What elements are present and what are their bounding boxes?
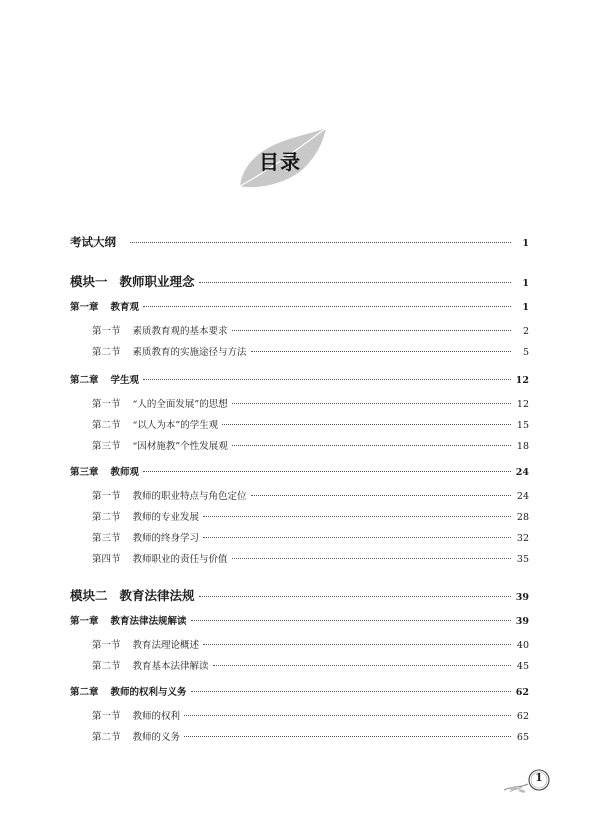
toc-label: 教师的义务 — [132, 732, 181, 743]
page-title: 目录 — [259, 150, 301, 174]
toc-label: 教育法律法规 — [119, 588, 195, 603]
toc-label: 教育观 — [110, 302, 140, 313]
toc-entry-section[interactable] — [92, 396, 529, 410]
toc-page: 39 — [515, 592, 529, 603]
toc-page: 15 — [516, 420, 529, 431]
toc-page: 28 — [516, 512, 529, 523]
dot-leader — [191, 691, 511, 692]
toc-num: 模块二 — [70, 588, 108, 603]
toc-entry-section[interactable] — [92, 344, 529, 358]
toc-label: 教师的权利 — [132, 711, 181, 722]
toc-page: 35 — [516, 554, 529, 565]
toc-num: 第一节 — [92, 399, 121, 410]
toc-entry-module[interactable] — [70, 586, 529, 604]
toc-num: 第四节 — [92, 554, 121, 565]
dot-leader — [199, 596, 511, 597]
toc-title-block — [236, 124, 336, 194]
dot-leader — [203, 644, 511, 645]
toc-page: 32 — [516, 533, 529, 544]
toc-label: 素质教育的实施途径与方法 — [132, 347, 247, 358]
toc-entry-chapter[interactable] — [70, 684, 529, 698]
toc-label: 考试大纲 — [70, 235, 116, 249]
dot-leader — [143, 379, 511, 380]
toc-label: 教育法律法规解读 — [110, 616, 187, 627]
toc-num: 第二章 — [70, 375, 99, 386]
dot-leader — [203, 516, 511, 517]
toc-entry-section[interactable] — [92, 637, 529, 651]
toc-label: 教师职业的责任与价值 — [132, 554, 228, 565]
toc-num: 第一节 — [92, 711, 121, 722]
toc-entry-section[interactable] — [92, 708, 529, 722]
toc-entry-section[interactable] — [92, 551, 529, 565]
dot-leader — [213, 665, 511, 666]
toc-label: “以人为本”的学生观 — [132, 420, 219, 431]
toc-page: 12 — [516, 399, 529, 410]
toc-label: 教师职业理念 — [119, 274, 195, 289]
toc-label: 学生观 — [110, 375, 140, 386]
toc-entry-module[interactable] — [70, 272, 529, 290]
dot-leader — [143, 471, 511, 472]
toc-label: 教师的专业发展 — [132, 512, 200, 523]
toc-entry-section[interactable] — [92, 323, 529, 337]
toc-num: 第三节 — [92, 441, 121, 452]
toc-label: 教师的终身学习 — [132, 533, 200, 544]
toc-page: 39 — [515, 616, 529, 627]
toc-page: 18 — [516, 441, 529, 452]
toc-label: 教师的职业特点与角色定位 — [132, 491, 247, 502]
toc-page: 12 — [515, 375, 529, 386]
toc-page: 1 — [522, 302, 529, 313]
toc-page: 62 — [516, 711, 529, 722]
dot-leader — [251, 495, 511, 496]
toc-num: 第一节 — [92, 491, 121, 502]
toc-num: 第三章 — [70, 467, 99, 478]
toc-label: “人的全面发展”的思想 — [132, 399, 228, 410]
dot-leader — [143, 306, 511, 307]
toc-num: 第二节 — [92, 732, 121, 743]
dot-leader — [232, 558, 511, 559]
toc-entry-section[interactable] — [92, 488, 529, 502]
toc-label: 素质教育观的基本要求 — [132, 326, 228, 337]
dot-leader — [184, 736, 511, 737]
toc-entry-section[interactable] — [92, 658, 529, 672]
toc-page: 40 — [516, 640, 529, 651]
toc-entry-section[interactable] — [92, 729, 529, 743]
toc-entry-section[interactable] — [92, 438, 529, 452]
toc-num: 第二章 — [70, 687, 99, 698]
dot-leader — [130, 242, 511, 243]
toc-page: 5 — [522, 347, 529, 358]
toc-entry-section[interactable] — [92, 530, 529, 544]
toc-page: 1 — [522, 278, 529, 289]
toc-label: 教师观 — [110, 467, 140, 478]
toc-page: 2 — [522, 326, 529, 337]
toc-page: 24 — [515, 467, 529, 478]
toc-num: 第二节 — [92, 420, 121, 431]
toc-entry-chapter[interactable] — [70, 464, 529, 478]
page-number: 1 — [535, 771, 543, 784]
toc-page: 62 — [515, 687, 529, 698]
dot-leader — [184, 715, 511, 716]
toc-entry-exam-outline[interactable] — [70, 234, 529, 250]
toc-entry-chapter[interactable] — [70, 299, 529, 313]
toc-num: 第三节 — [92, 533, 121, 544]
dot-leader — [203, 537, 511, 538]
toc-num: 第一节 — [92, 326, 121, 337]
dot-leader — [191, 620, 511, 621]
dot-leader — [232, 403, 511, 404]
toc-entry-section[interactable] — [92, 417, 529, 431]
toc-num: 第二节 — [92, 661, 121, 672]
toc-page: 45 — [516, 661, 529, 672]
toc-label: 教师的权利与义务 — [110, 687, 187, 698]
toc-entry-section[interactable] — [92, 509, 529, 523]
dot-leader — [232, 445, 511, 446]
dot-leader — [232, 330, 511, 331]
toc-page: 65 — [516, 732, 529, 743]
toc-page: 24 — [516, 491, 529, 502]
toc-num: 第二节 — [92, 347, 121, 358]
toc-num: 模块一 — [70, 274, 108, 289]
dot-leader — [199, 282, 511, 283]
dot-leader — [251, 351, 511, 352]
toc-label: 教育法理论概述 — [132, 640, 200, 651]
toc-num: 第一章 — [70, 616, 99, 627]
toc-num: 第一节 — [92, 640, 121, 651]
toc-label: “因材施教”个性发展观 — [132, 441, 228, 452]
toc-entry-chapter[interactable] — [70, 613, 529, 627]
toc-label: 教育基本法律解读 — [132, 661, 209, 672]
toc-num: 第一章 — [70, 302, 99, 313]
toc-entry-chapter[interactable] — [70, 372, 529, 386]
toc-page: 1 — [522, 238, 529, 249]
dot-leader — [222, 424, 511, 425]
toc-num: 第二节 — [92, 512, 121, 523]
